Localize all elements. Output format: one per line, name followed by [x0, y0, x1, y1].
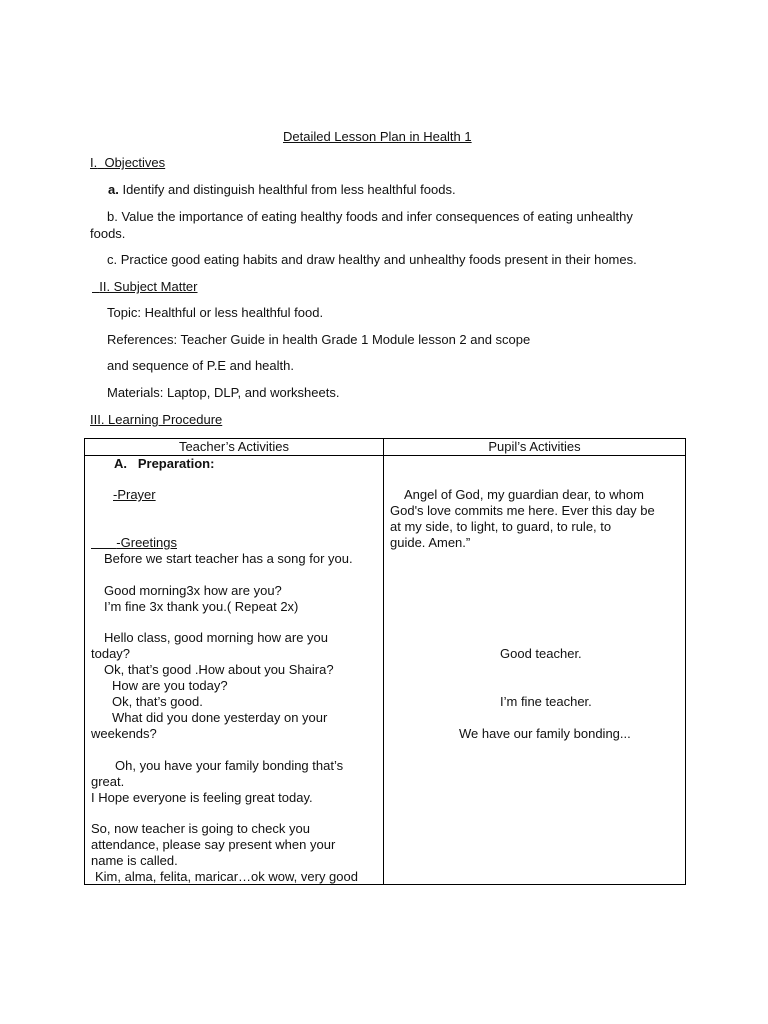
table-header-row [85, 439, 686, 456]
names-line: Kim, alma, felita, maricar…ok wow, very good [95, 869, 358, 884]
song-intro: Before we start teacher has a song for you. [104, 551, 353, 566]
song-line2: I’m fine 3x thank you.( Repeat 2x) [104, 599, 299, 614]
preparation-letter: A. [114, 456, 127, 471]
how-today-line: How are you today? [112, 678, 228, 693]
objective-a-letter: a. [108, 182, 119, 197]
references-line2: and sequence of P.E and health. [107, 358, 294, 373]
objective-c: c. Practice good eating habits and draw healthy and unhealthy foods present in their homes. [107, 252, 637, 267]
learning-procedure-heading: III. Learning Procedure [90, 412, 223, 427]
pupil-prayer-line4: guide. Amen.” [390, 535, 471, 550]
shaira-line: Ok, that’s good .How about you Shaira? [104, 662, 334, 677]
bonding-line2: great. [91, 774, 125, 789]
objective-b-line2: foods. [90, 226, 126, 241]
preparation-title: Preparation: [137, 456, 215, 471]
pupil-prayer-line3: at my side, to light, to guard, to rule, to [390, 519, 612, 534]
check-line3: name is called. [91, 853, 178, 868]
song-line1: Good morning3x how are you? [104, 583, 282, 598]
pupil-fine-teacher: I’m fine teacher. [500, 694, 592, 709]
bonding-line1: Oh, you have your family bonding that’s [115, 758, 344, 773]
prayer-label: -Prayer [113, 487, 156, 502]
objectives-heading-text: Objectives [104, 155, 166, 170]
check-line1: So, now teacher is going to check you [91, 821, 310, 836]
subject-matter-heading-text: II. Subject Matter [99, 279, 198, 294]
pupil-prayer-line1: Angel of God, my guardian dear, to whom [404, 487, 644, 502]
pupil-activities-header: Pupil’s Activities [384, 439, 686, 456]
references-line1: References: Teacher Guide in health Grade 1 Module lesson 2 and scope [107, 332, 531, 347]
objective-a-text: Identify and distinguish healthful from less healthful foods. [118, 182, 456, 197]
materials-line: Materials: Laptop, DLP, and worksheets. [107, 385, 340, 400]
thats-good-line: Ok, that’s good. [112, 694, 203, 709]
check-line2: attendance, please say present when your [91, 837, 336, 852]
yesterday-line1: What did you done yesterday on your [112, 710, 328, 725]
pupil-good-teacher: Good teacher. [500, 646, 582, 661]
topic-line: Topic: Healthful or less healthful food. [107, 305, 324, 320]
hope-line: I Hope everyone is feeling great today. [91, 790, 313, 805]
teacher-activities-cell [85, 456, 384, 885]
objective-a [108, 182, 456, 198]
pupil-family-bonding: We have our family bonding... [459, 726, 631, 741]
pupil-activities-cell [384, 456, 686, 885]
pupil-prayer-line2: God's love commits me here. Ever this day be [390, 503, 655, 518]
table-row [85, 456, 686, 885]
preparation-heading [114, 456, 214, 472]
objectives-heading [90, 155, 165, 171]
yesterday-line2: weekends? [91, 726, 157, 741]
greetings-text: -Greetings [116, 535, 177, 550]
hello-line1: Hello class, good morning how are you [104, 630, 329, 645]
hello-line2: today? [91, 646, 131, 661]
teacher-activities-header: Teacher’s Activities [85, 439, 384, 456]
document-title: Detailed Lesson Plan in Health 1 [283, 129, 472, 144]
objective-b-line1: b. Value the importance of eating healthy foods and infer consequences of eating unhealthy [107, 209, 633, 224]
learning-procedure-table [84, 438, 686, 885]
objectives-numeral: I. [90, 155, 98, 170]
subject-matter-heading [92, 279, 198, 295]
greetings-label [91, 535, 177, 551]
